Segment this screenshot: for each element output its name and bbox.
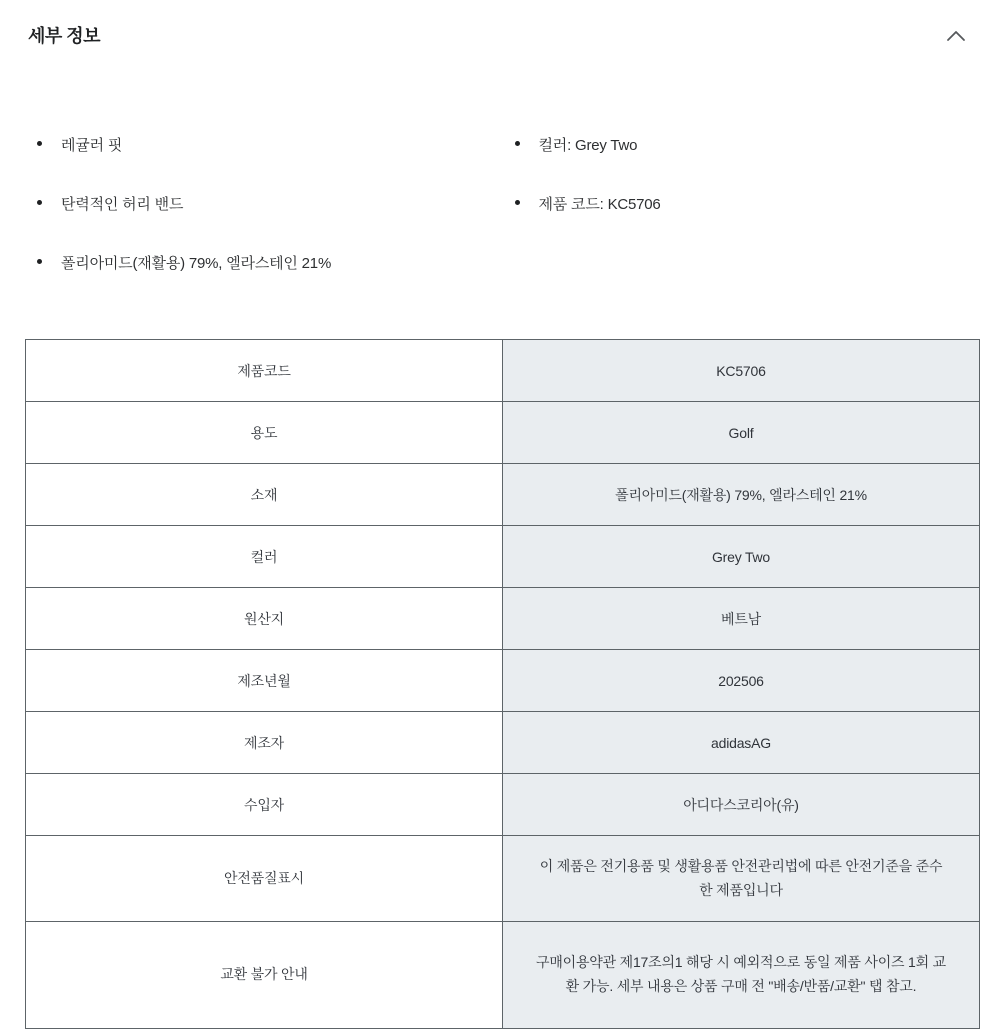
bullet-text: 컬러: Grey Two <box>538 137 638 154</box>
spec-value: 이 제품은 전기용품 및 생활용품 안전관리법에 따른 안전기준을 준수한 제품입니다 <box>503 836 980 922</box>
spec-label: 수입자 <box>26 774 503 836</box>
bullet-dot-icon <box>515 141 520 146</box>
bullet-column-right <box>503 134 981 311</box>
table-row <box>26 922 980 1029</box>
bullet-text: 제품 코드: KC5706 <box>538 196 661 213</box>
spec-label: 제품코드 <box>26 340 503 402</box>
spec-label: 제조년월 <box>26 650 503 712</box>
spec-label: 소재 <box>26 464 503 526</box>
spec-value: 베트남 <box>503 588 980 650</box>
table-row <box>26 402 980 464</box>
list-item <box>25 134 503 155</box>
page-title: 세부 정보 <box>28 26 101 46</box>
spec-label: 안전품질표시 <box>26 836 503 922</box>
table-row <box>26 712 980 774</box>
spec-table-body <box>26 340 980 1029</box>
spec-value: Golf <box>503 402 980 464</box>
spec-label: 제조자 <box>26 712 503 774</box>
table-row <box>26 340 980 402</box>
chevron-up-icon <box>944 28 968 44</box>
list-item <box>25 252 503 273</box>
bullet-dot-icon <box>515 200 520 205</box>
bullet-text: 폴리아미드(재활용) 79%, 엘라스테인 21% <box>61 255 332 272</box>
spec-label: 용도 <box>26 402 503 464</box>
spec-value: 구매이용약관 제17조의1 해당 시 예외적으로 동일 제품 사이즈 1회 교환 가능. 세부 내용은 상품 구매 전 "배송/반품/교환" 탭 참고. <box>503 922 980 1029</box>
list-item <box>25 193 503 214</box>
bullet-column-left <box>25 134 503 311</box>
bullet-dot-icon <box>37 141 42 146</box>
spec-value: 202506 <box>503 650 980 712</box>
table-row <box>26 588 980 650</box>
spec-value: 아디다스코리아(유) <box>503 774 980 836</box>
spec-table <box>25 339 980 1029</box>
spec-value: adidasAG <box>503 712 980 774</box>
spec-label: 교환 불가 안내 <box>26 922 503 1029</box>
table-row <box>26 464 980 526</box>
collapse-section-button[interactable] <box>940 24 972 48</box>
bullet-text: 탄력적인 허리 밴드 <box>61 196 184 213</box>
table-row <box>26 650 980 712</box>
feature-bullets <box>25 134 980 311</box>
spec-label: 원산지 <box>26 588 503 650</box>
section-header <box>25 22 980 48</box>
bullet-text: 레귤러 핏 <box>61 137 123 154</box>
list-item <box>503 134 981 155</box>
bullet-dot-icon <box>37 200 42 205</box>
spec-value: KC5706 <box>503 340 980 402</box>
list-item <box>503 193 981 214</box>
spec-label: 컬러 <box>26 526 503 588</box>
spec-value: Grey Two <box>503 526 980 588</box>
bullet-dot-icon <box>37 259 42 264</box>
table-row <box>26 526 980 588</box>
table-row <box>26 836 980 922</box>
table-row <box>26 774 980 836</box>
spec-value: 폴리아미드(재활용) 79%, 엘라스테인 21% <box>503 464 980 526</box>
